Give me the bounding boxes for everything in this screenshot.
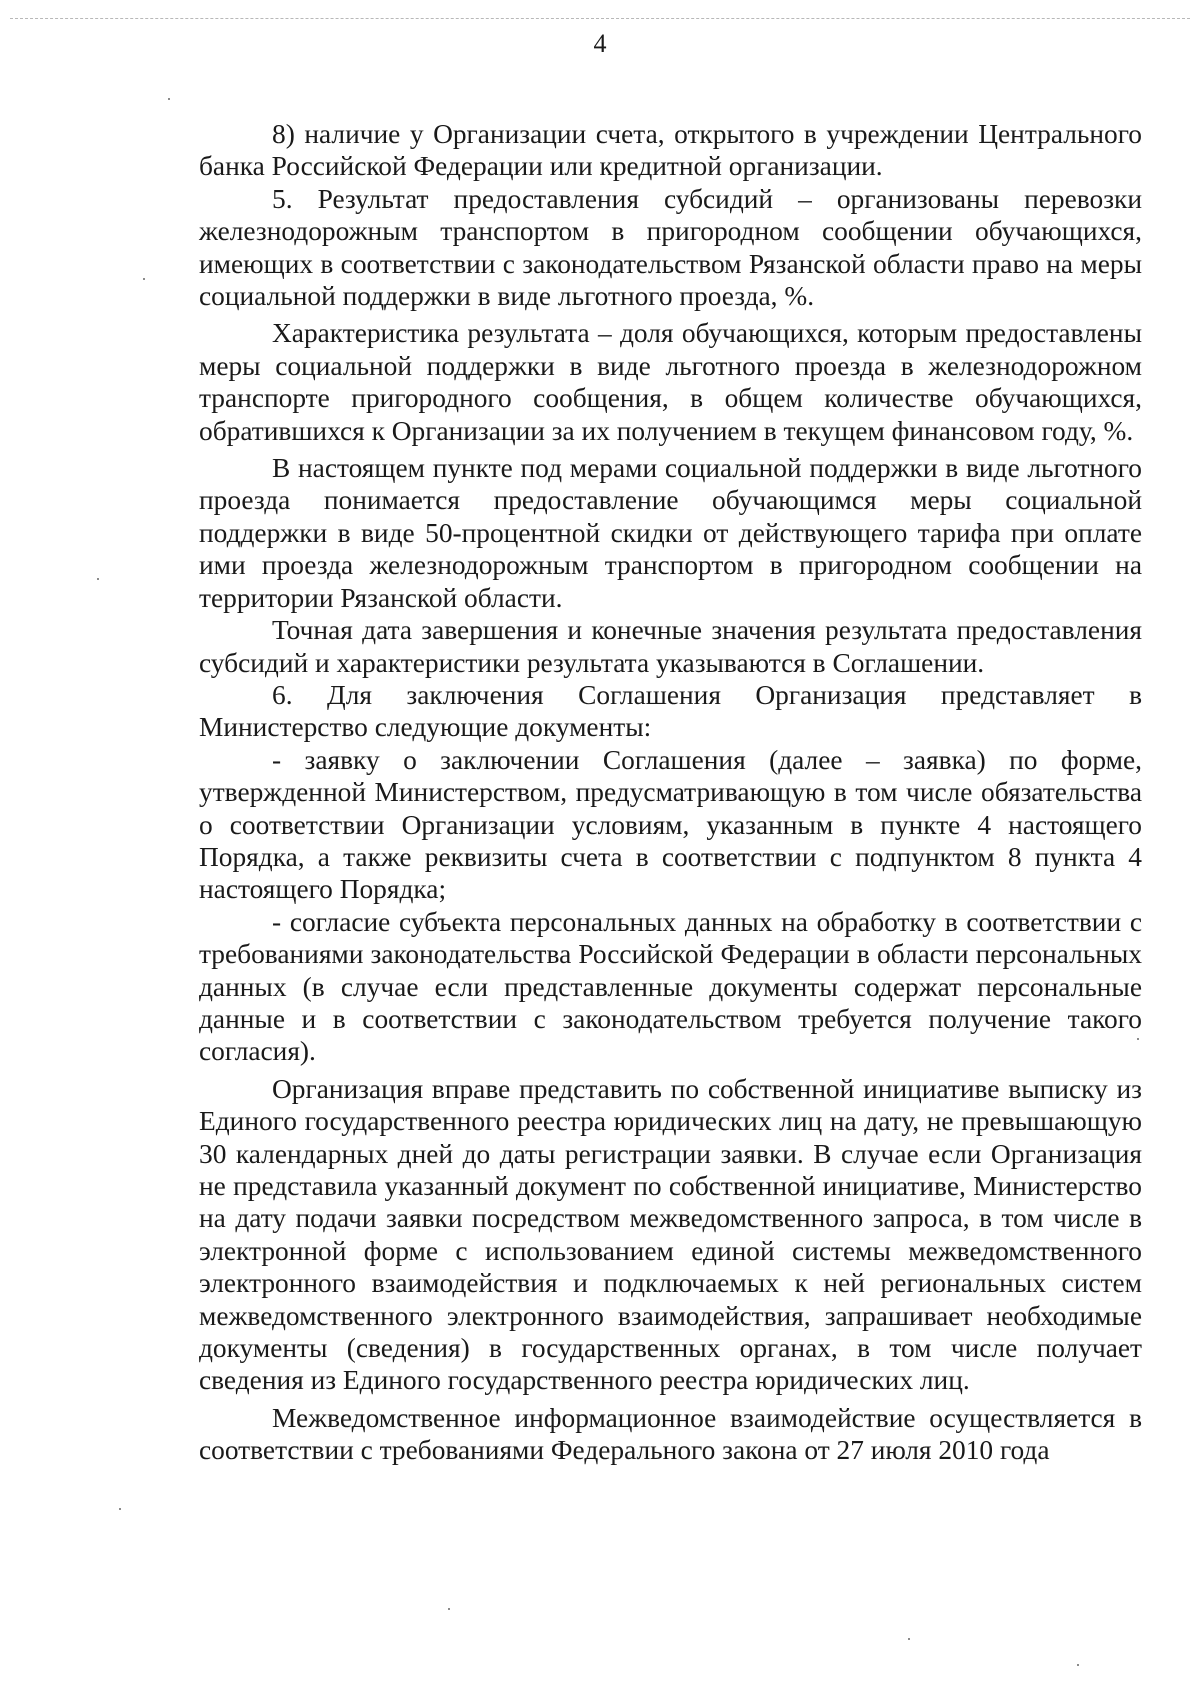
top-scan-edge: [10, 18, 1190, 19]
page-number: 4: [593, 29, 607, 58]
scan-speck: [448, 1608, 450, 1610]
paragraph-consent-item: - согласие субъекта персональных данных на обработку в соответствии с требованиями законодательства Российской Федерации в области персональных данных (в случае если представленные документы содержат персональные данные и в соответствии с законодательством требуется получение такого согласия).: [199, 906, 1142, 1067]
paragraph-social-support-definition: В настоящем пункте под мерами социальной поддержки в виде льготного проезда понимается предоставление обучающимся меры социальной поддержки в виде 50-процентной скидки от действующего тарифа при оплате ими проезда железнодорожным транспортом в пригородном сообщении на территории Рязанской области.: [199, 453, 1142, 613]
paragraph-section-5: 5. Результат предоставления субсидий – организованы перевозки железнодорожным транспортом в пригородном сообщении обучающихся, имеющих в соответствии с законодательством Рязанской области право на меры социальной поддержки в виде льготного проезда, %.: [199, 183, 1142, 312]
paragraph-registry-extract: Организация вправе представить по собственной инициативе выписку из Единого государственного реестра юридических лиц на дату, не превышающую 30 календарных дней до даты регистрации заявки. В случае если Организация не представила указанный документ по собственной инициативе, Министерство на дату подачи заявки посредством межведомственного запроса, в том числе в электронной форме с использованием единой системы межведомственного электронного взаимодействия и подключаемых к ней региональных систем межведомственного электронного взаимодействия, запрашивает необходимые документы (сведения) в государственных органах, в том числе получает сведения из Единого государственного реестра юридических лиц.: [199, 1073, 1142, 1396]
scan-speck: [119, 1508, 121, 1510]
scan-speck: [1077, 1664, 1079, 1666]
scan-speck: [1137, 1038, 1139, 1040]
paragraph-result-characteristic: Характеристика результата – доля обучающихся, которым предоставлены меры социальной поддержки в виде льготного проезда в железнодорожном транспорте пригородного сообщения, в общем количестве обучающихся, обратившихся к Организации за их получением в текущем финансовом году, %.: [199, 318, 1142, 446]
paragraph-interdepartmental-interaction: Межведомственное информационное взаимодействие осуществляется в соответствии с требованиями Федерального закона от 27 июля 2010 года: [199, 1402, 1142, 1466]
scan-speck: [143, 278, 145, 280]
scan-speck: [908, 1638, 910, 1640]
paragraph-application-item: - заявку о заключении Соглашения (далее – заявка) по форме, утвержденной Министерством, предусматривающую в том числе обязательства о соответствии Организации условиям, указанным в пункте 4 настоящего Порядка, а также реквизиты счета в соответствии с подпунктом 8 пункта 4 настоящего Порядка;: [199, 744, 1142, 905]
paragraph-section-6: 6. Для заключения Соглашения Организация представляет в Министерство следующие документы:: [199, 679, 1142, 743]
document-body: [199, 118, 1142, 1467]
paragraph-item-8: 8) наличие у Организации счета, открытого в учреждении Центрального банка Российской Федерации или кредитной организации.: [199, 119, 1142, 182]
paragraph-completion-date: Точная дата завершения и конечные значения результата предоставления субсидий и характеристики результата указываются в Соглашении.: [199, 615, 1142, 678]
scan-speck: [168, 98, 170, 100]
scan-speck: [97, 578, 99, 580]
